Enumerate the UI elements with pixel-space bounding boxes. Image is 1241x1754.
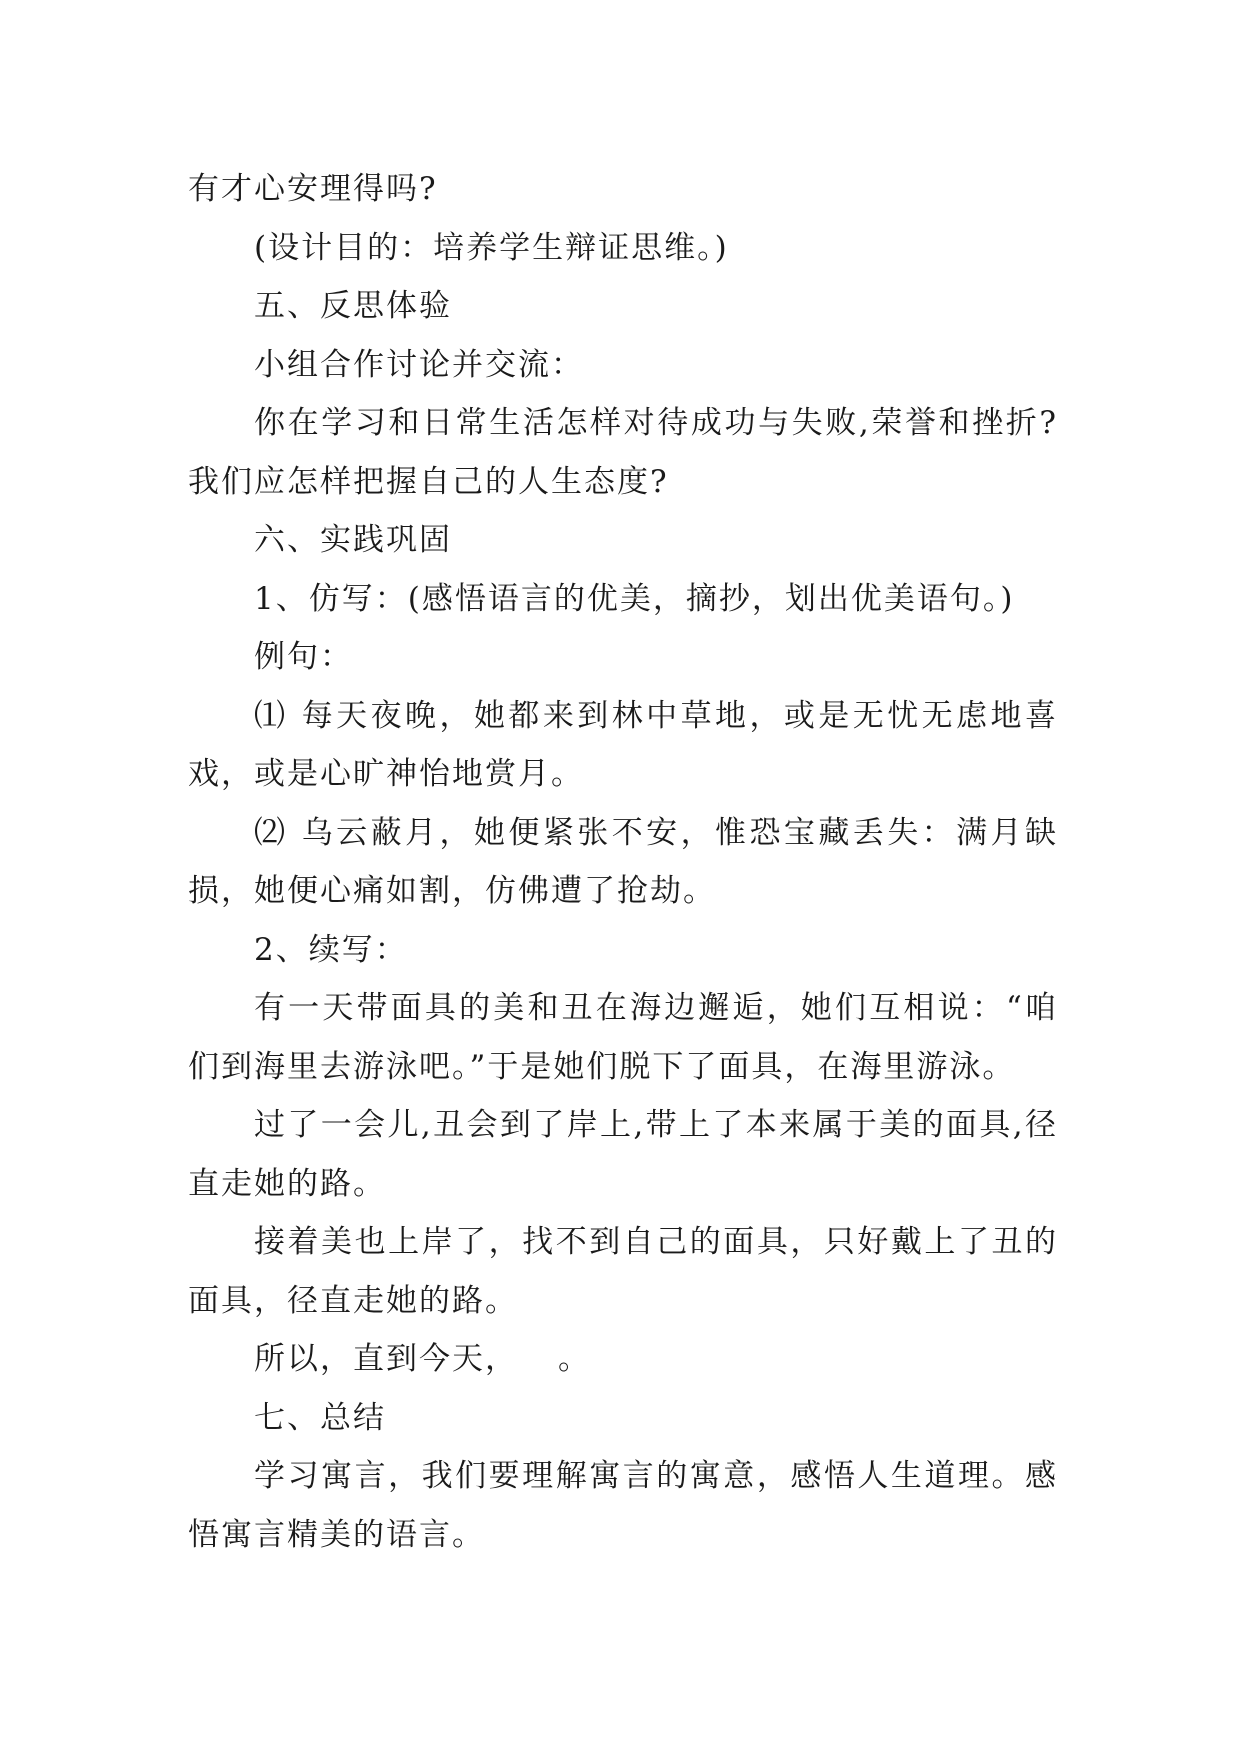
paragraph-group-discussion: 小组合作讨论并交流：: [254, 346, 584, 383]
paragraph-example-1: ⑴ 每天夜晚，她都来到林中草地，或是无忧无虑地喜戏，或是心旷神怡地赏月。: [188, 697, 1058, 792]
paragraph-discussion-question: 你在学习和日常生活怎样对待成功与失败,荣誉和挫折?我们应怎样把握自己的人生态度?: [188, 405, 1058, 500]
story-4-text: 所以，直到今天，: [254, 1341, 518, 1377]
paragraph-imitation-writing: 1、仿写：(感悟语言的优美，摘抄，划出优美语句。): [254, 580, 1015, 617]
document-body: [188, 160, 1058, 1564]
paragraph-continuation: 有才心安理得吗?: [188, 171, 438, 207]
section-heading-reflection: 五、反思体验: [254, 288, 452, 324]
paragraph-design-purpose: (设计目的：培养学生辩证思维。): [254, 229, 729, 266]
paragraph-story-2: 过了一会儿,丑会到了岸上,带上了本来属于美的面具,径直走她的路。: [188, 1107, 1058, 1202]
paragraph-example-2: ⑵ 乌云蔽月，她便紧张不安，惟恐宝藏丢失：满月缺损，她便心痛如割，仿佛遭了抢劫。: [188, 814, 1058, 909]
paragraph-example-label: 例句：: [254, 639, 353, 675]
paragraph-continuation-writing: 2、续写：: [254, 931, 408, 968]
paragraph-story-1: 有一天带面具的美和丑在海边邂逅，她们互相说：“咱们到海里去游泳吧。”于是她们脱下了面具，在海里游泳。: [188, 990, 1058, 1085]
paragraph-story-3: 接着美也上岸了，找不到自己的面具，只好戴上了丑的面具，径直走她的路。: [188, 1224, 1058, 1319]
section-heading-summary: 七、总结: [254, 1399, 386, 1436]
section-heading-practice: 六、实践巩固: [254, 522, 452, 558]
paragraph-story-4: [188, 1330, 1058, 1389]
paragraph-summary: 学习寓言，我们要理解寓言的寓意，感悟人生道理。感悟寓言精美的语言。: [188, 1458, 1058, 1553]
story-4-end: 。: [558, 1341, 591, 1377]
